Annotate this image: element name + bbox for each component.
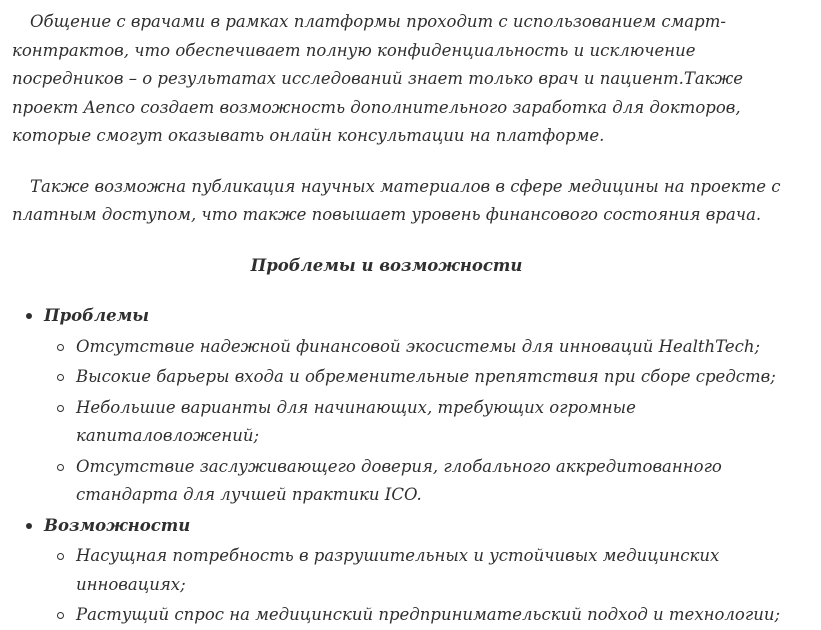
sub-list [44,542,811,630]
list-item: Небольшие варианты для начинающих, требующих огромные капиталовложений; [76,394,811,451]
list-item: Растущий спрос на медицинский предпринимательский подход и технологии; [76,601,811,630]
paragraph: Также возможна публикация научных материалов в сфере медицины на проекте с платным доступом, что также повышает уровень финансового состояния врача. [12,176,781,224]
section-heading: Проблемы и возможности [250,255,523,275]
list-item: Отсутствие надежной финансовой экосистемы для инноваций HealthTech; [76,333,811,362]
list-item: Высокие барьеры входа и обременительные препятствия при сборе средств; [76,363,811,392]
main-list [12,302,811,630]
paragraph: Общение с врачами в рамках платформы проходит с использованием смарт-контрактов, что обеспечивает полную конфиденциальность и исключение посредников – о результатах исследований знает только врач и пациент.Также проект Aenco создает возможность дополнительного заработка для докторов, которые смогут оказывать онлайн консультации на платформе. [12,12,744,145]
list-group-opportunities [44,512,811,630]
list-group-problems [44,302,811,510]
sub-list [44,333,811,510]
list-item: Отсутствие заслуживающего доверия, глобального аккредитованного стандарта для лучшей практики ICO. [76,453,811,510]
list-item: Насущная потребность в разрушительных и устойчивых медицинских инновациях; [76,542,811,599]
group-title: Возможности [44,515,191,535]
group-title: Проблемы [44,306,150,325]
